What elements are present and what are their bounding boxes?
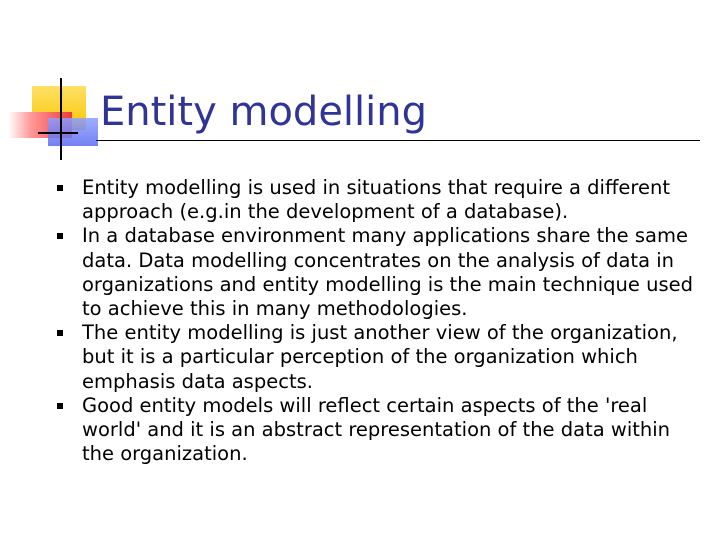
bullet-text: Good entity models will reflect certain aspects of the 'real world' and it is an abstract representation of the data within the organization.: [82, 393, 671, 466]
slide-title: Entity modelling: [100, 89, 428, 135]
square-bullet-icon: [57, 233, 63, 239]
square-bullet-icon: [57, 330, 63, 336]
bullet-text: In a database environment many applications share the same data. Data modelling concentrates on the analysis of data in organizations and entity modelling is the main technique used to achieve this in many methodologies.: [82, 224, 694, 321]
bullet-item: [54, 176, 694, 224]
bullet-list: [54, 176, 694, 466]
bullet-text: Entity modelling is used in situations that require a different approach (e.g.in the development of a database).: [82, 176, 670, 224]
square-bullet-icon: [57, 403, 63, 409]
title-underline: [96, 140, 700, 141]
bullet-item: [54, 321, 694, 394]
horizontal-line: [38, 132, 78, 134]
bullet-item: [54, 224, 694, 321]
square-bullet-icon: [57, 185, 63, 191]
bullet-item: [54, 394, 694, 467]
vertical-line: [60, 78, 62, 160]
bullet-text: The entity modelling is just another view of the organization, but it is a particular perception of the organization which emphasis data aspects.: [82, 321, 678, 393]
